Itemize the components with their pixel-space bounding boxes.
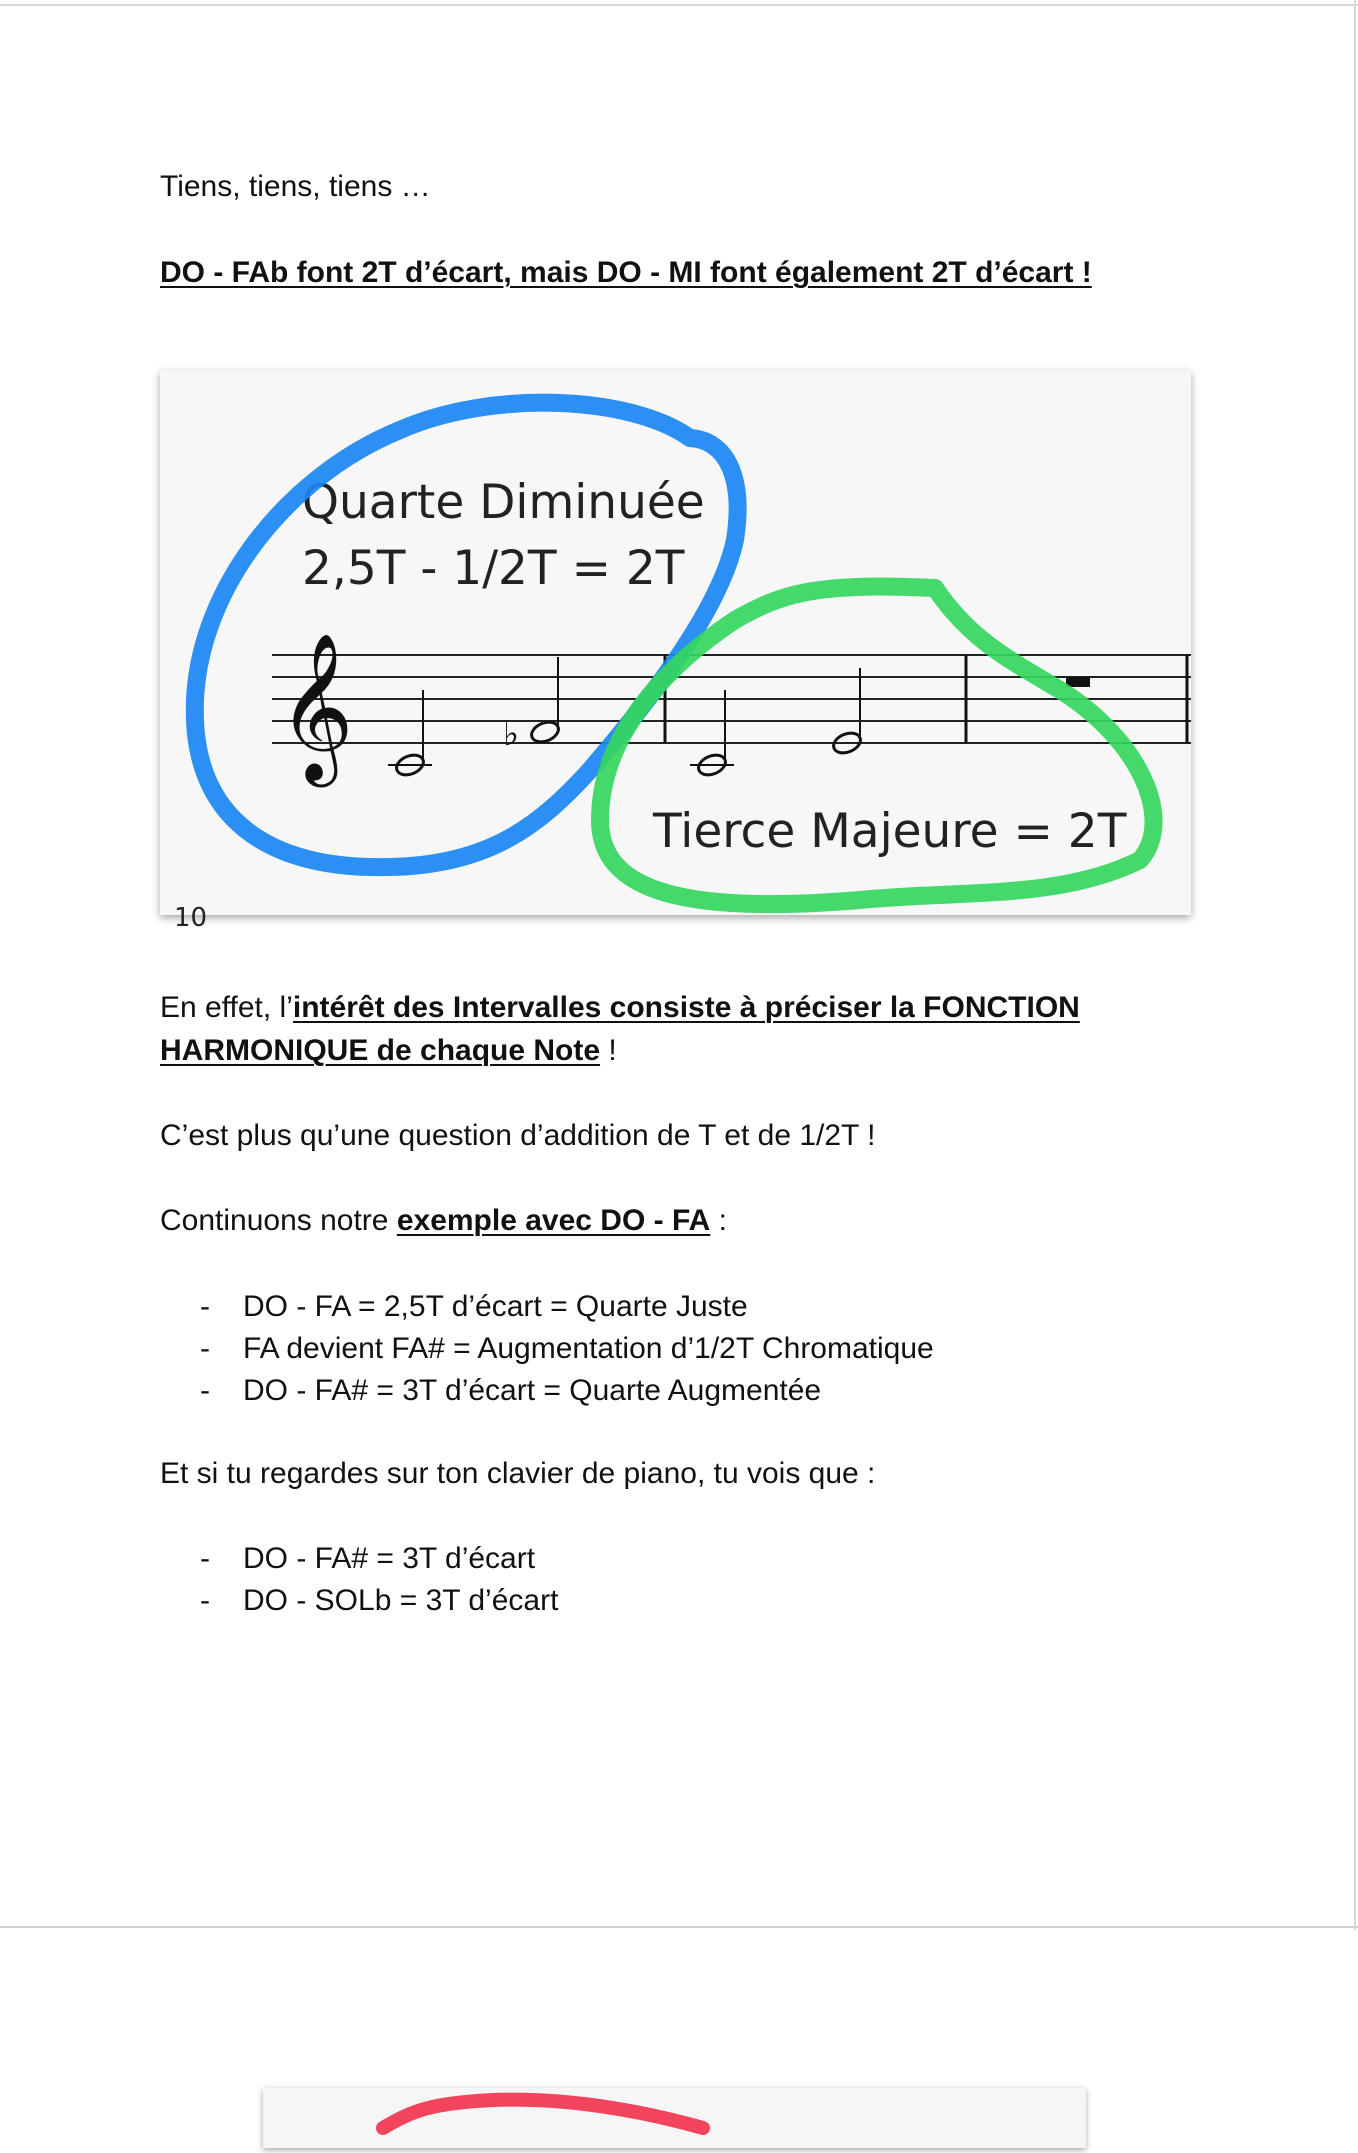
- bullet-list-1: [160, 1286, 934, 1412]
- list-item: - DO - FA# = 3T d’écart: [200, 1542, 536, 1575]
- paragraph-intervals-emphasis-1: intérêt des Intervalles consiste à préciser la FONCTION: [292, 991, 1080, 1024]
- paragraph-example: [160, 1200, 727, 1242]
- tierce-majeure-label: Tierce Majeure = 2T: [653, 804, 1127, 859]
- page-right-border: [1354, 0, 1356, 1930]
- bullet-list-2: [160, 1538, 558, 1622]
- page-break: [0, 1926, 1358, 1928]
- staff-lines: [272, 655, 1191, 743]
- paragraph-example-suffix: :: [710, 1204, 727, 1237]
- next-figure-partial: [263, 2088, 1086, 2148]
- double-flat-icon: ♭: [503, 714, 520, 754]
- quarte-calculation-label: 2,5T - 1/2T = 2T: [302, 541, 685, 596]
- paragraph-intervals-line2: [160, 1030, 617, 1072]
- next-figure-svg: [263, 2088, 1086, 2148]
- paragraph-intervals-suffix: !: [600, 1034, 617, 1067]
- paragraph-intervals-emphasis-2: HARMONIQUE de chaque Note: [160, 1034, 601, 1067]
- treble-clef-icon: 𝄞: [278, 632, 354, 781]
- list-item: - FA devient FA# = Augmentation d’1/2T Chromatique: [200, 1332, 934, 1365]
- measure-number: 10: [174, 903, 208, 933]
- paragraph-piano: Et si tu regardes sur ton clavier de piano, tu vois que :: [160, 1457, 876, 1490]
- paragraph-intervals-prefix: En effet, l’: [160, 991, 293, 1024]
- paragraph-addition: C’est plus qu’une question d’addition de T et de 1/2T !: [160, 1119, 876, 1152]
- list-item: - DO - SOLb = 3T d’écart: [200, 1584, 559, 1617]
- list-item: - DO - FA = 2,5T d’écart = Quarte Juste: [200, 1290, 748, 1323]
- music-score-figure: [160, 370, 1191, 933]
- paragraph-example-prefix: Continuons notre: [160, 1204, 397, 1237]
- list-item: - DO - FA# = 3T d’écart = Quarte Augmentée: [200, 1374, 822, 1407]
- intro-text: Tiens, tiens, tiens …: [160, 170, 431, 203]
- blue-circle-annotation: [195, 403, 738, 867]
- red-circle-annotation: [383, 2100, 703, 2128]
- page-top-border: [0, 4, 1358, 6]
- quarte-diminuee-label: Quarte Diminuée: [302, 475, 705, 530]
- note-do-1: [388, 690, 432, 779]
- headline: DO - FAb font 2T d’écart, mais DO - MI font également 2T d’écart !: [160, 256, 1092, 289]
- note-do-2: [690, 690, 734, 779]
- score-svg: [160, 370, 1191, 933]
- paragraph-intervals: [160, 987, 1080, 1029]
- paragraph-example-emphasis: exemple avec DO - FA: [396, 1204, 711, 1237]
- note-fa-double-flat: [503, 657, 561, 754]
